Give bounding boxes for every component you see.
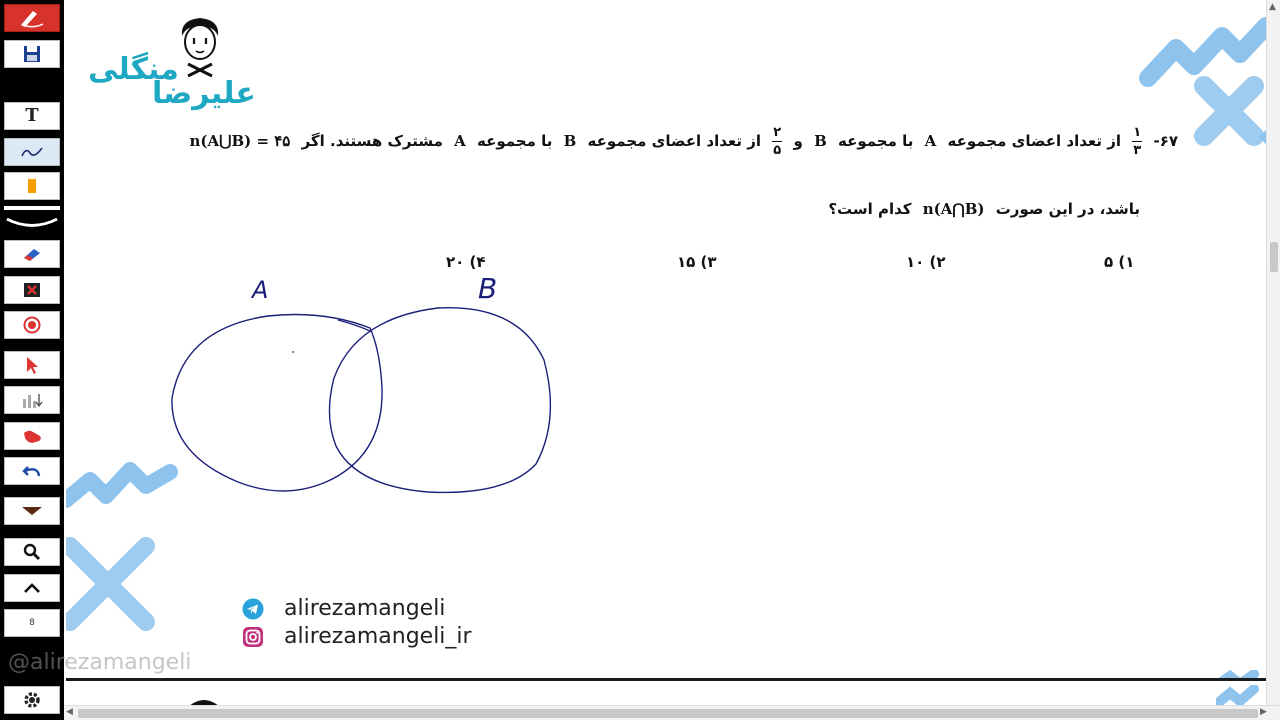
question-line-1 (184, 126, 1179, 157)
vertical-scroll-thumb[interactable] (1270, 242, 1278, 272)
decorative-zigzag-top-right (1136, 0, 1266, 200)
telegram-handle-row (242, 596, 445, 621)
vertical-scrollbar[interactable] (1266, 0, 1280, 705)
color-picker-button[interactable] (4, 172, 60, 200)
venn-label-a: A (252, 276, 269, 304)
save-button[interactable] (4, 40, 60, 68)
chart-tool-button[interactable] (4, 386, 60, 414)
venn-label-b: B (478, 272, 498, 305)
pen-tool-button[interactable] (4, 138, 60, 166)
fraction-2-denominator: ۵ (773, 143, 782, 158)
horizontal-scrollbar[interactable] (64, 705, 1280, 720)
telegram-icon (242, 598, 264, 620)
question-text-2: با مجموعه (837, 132, 914, 150)
text-tool-icon: T (25, 105, 39, 126)
set-b-label-2: B (563, 132, 577, 150)
pen-icon (17, 7, 47, 29)
fraction-two-fifths (772, 126, 782, 157)
instagram-handle-row (242, 624, 472, 649)
intersection-expression: n(A⋂B) (922, 200, 985, 218)
set-a-label-2: A (454, 132, 466, 150)
zoom-button[interactable] (4, 538, 60, 566)
fraction-2-bar (772, 141, 782, 142)
eraser-icon (21, 246, 43, 262)
next-page-decor (1216, 685, 1266, 705)
question-text-6: باشد، در این صورت (995, 200, 1140, 218)
union-expression: n(A⋃B) = ۴۵ (189, 132, 291, 150)
freehand-line-icon (20, 143, 44, 161)
next-page-logo-icon (184, 695, 224, 705)
bar-chart-icon (21, 391, 43, 409)
clear-button[interactable] (4, 276, 60, 304)
logo-name-line2: علیرضا (152, 76, 256, 111)
option-3: ۳) ۱۵ (677, 253, 717, 271)
scroll-up-button[interactable] (4, 574, 60, 602)
option-2: ۲) ۱۰ (906, 253, 946, 271)
option-1: ۱) ۵ (1104, 253, 1135, 271)
channel-watermark: @alirezamangeli (8, 650, 192, 675)
eraser-button[interactable] (4, 240, 60, 268)
page-indicator: 8 (29, 618, 35, 628)
toolbar-divider (4, 206, 60, 210)
set-b-label: B (814, 132, 827, 150)
pointer-button[interactable] (4, 351, 60, 379)
hand-tool-button[interactable] (4, 422, 60, 450)
cursor-arrow-icon (24, 355, 40, 375)
gear-icon (21, 689, 43, 711)
fraction-1-numerator: ۱ (1133, 125, 1142, 140)
instagram-icon (242, 626, 264, 648)
close-icon (23, 282, 41, 298)
pen-logo-button[interactable] (4, 4, 60, 32)
question-text-5: مشترک هستند. اگر (301, 132, 443, 150)
decorative-zigzag-bottom-right (1216, 670, 1266, 678)
scroll-up-arrow-icon[interactable]: ▲ (1269, 2, 1276, 12)
fraction-1-denominator: ۳ (1133, 143, 1142, 158)
record-icon (23, 316, 41, 334)
collapse-menu-button[interactable] (4, 497, 60, 525)
telegram-handle: alirezamangeli (284, 596, 446, 621)
magnifier-icon (23, 543, 41, 561)
floppy-disk-icon (22, 44, 42, 64)
set-a-label: A (924, 132, 937, 150)
mascot-logo-icon (174, 14, 226, 78)
color-swatch-icon (27, 178, 37, 194)
record-button[interactable] (4, 311, 60, 339)
horizontal-scroll-thumb[interactable] (78, 709, 1258, 718)
option-4: ۴) ۲۰ (446, 253, 486, 271)
question-conjunction: و (793, 132, 803, 150)
logo-name-line1: منگلی (88, 52, 179, 87)
question-text-4: با مجموعه (476, 132, 553, 150)
scroll-left-arrow-icon[interactable]: ◀ (66, 707, 73, 717)
curve-stroke-icon (5, 216, 59, 230)
settings-button[interactable] (4, 686, 60, 714)
text-tool-button[interactable] (4, 102, 60, 130)
circle-b-stroke (329, 308, 550, 493)
question-text-7: کدام است؟ (828, 200, 912, 218)
question-text-1: از تعداد اعضای مجموعه (947, 132, 1121, 150)
next-page-top (66, 681, 1266, 705)
fraction-one-third (1132, 126, 1142, 157)
undo-icon (22, 463, 42, 479)
page-number-button[interactable] (4, 609, 60, 637)
line-width-selector[interactable] (4, 212, 60, 234)
instagram-handle: alirezamangeli_ir (284, 624, 472, 649)
hand-icon (21, 427, 43, 445)
chevron-up-icon (23, 582, 41, 594)
question-line-2 (828, 200, 1140, 218)
question-text-3: از تعداد اعضای مجموعه (587, 132, 762, 150)
fraction-2-numerator: ۲ (773, 125, 782, 140)
toolbar (0, 0, 64, 720)
circle-a-tail (338, 320, 372, 332)
scroll-right-arrow-icon[interactable]: ▶ (1260, 707, 1267, 717)
question-number: ۶۷- (1153, 132, 1178, 150)
fraction-1-bar (1132, 141, 1142, 142)
ink-dot (292, 351, 294, 353)
venn-diagram-drawing (156, 270, 576, 510)
document-page (66, 0, 1266, 678)
chevron-down-icon (21, 506, 43, 516)
undo-button[interactable] (4, 457, 60, 485)
